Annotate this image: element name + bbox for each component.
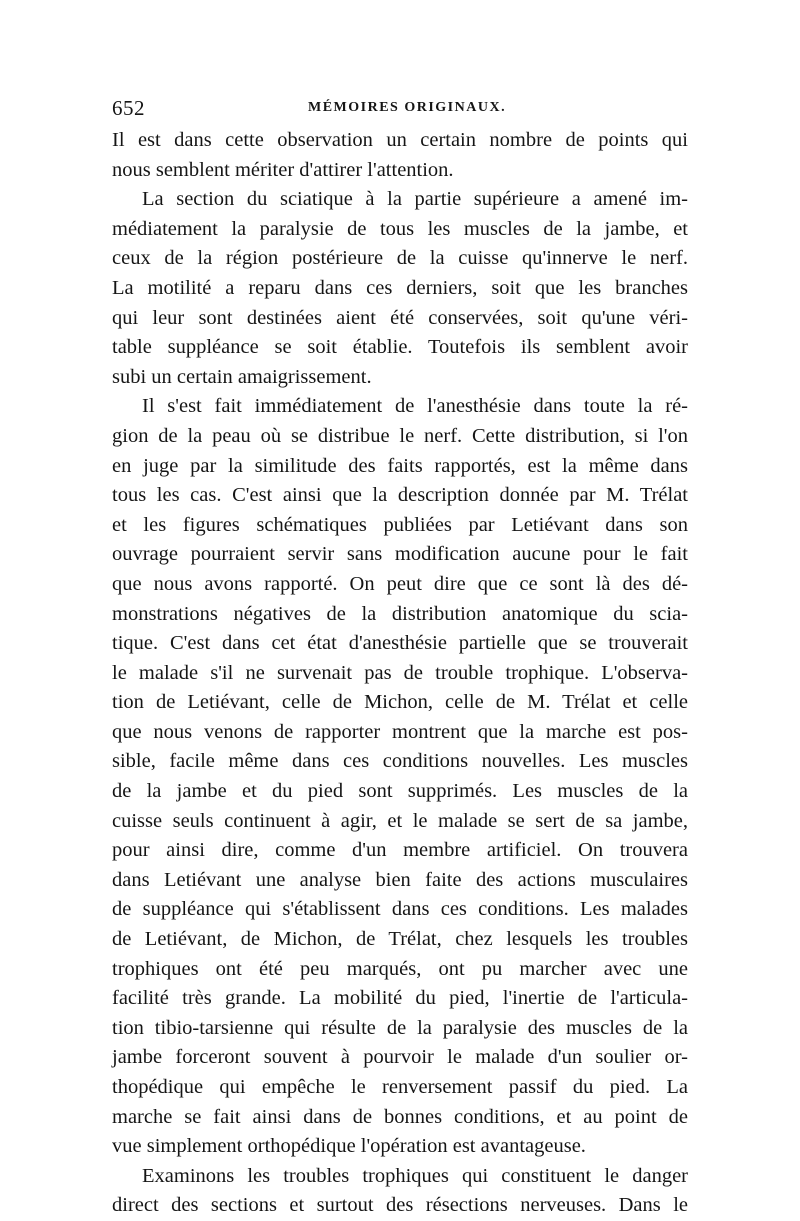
text-line: tous les cas. C'est ainsi que la description donnée par M. Trélat: [112, 484, 688, 507]
text-line: médiatement la paralysie de tous les muscles de la jambe, et: [112, 217, 688, 240]
text-line: jambe forceront souvent à pourvoir le malade d'un soulier or-: [112, 1046, 688, 1069]
text-line: ouvrage pourraient servir sans modification aucune pour le fait: [112, 543, 688, 566]
text-line: sible, facile même dans ces conditions nouvelles. Les muscles: [112, 750, 688, 773]
paragraph-start-line: La section du sciatique à la partie supérieure a amené im-: [142, 188, 688, 211]
text-line: de la jambe et du pied sont supprimés. Les muscles de la: [112, 780, 688, 803]
text-line: tique. C'est dans cet état d'anesthésie partielle que se trouverait: [112, 632, 688, 655]
paragraph-start-line: Il s'est fait immédiatement de l'anesthésie dans toute la ré-: [142, 395, 688, 418]
text-line: marche se fait ainsi dans de bonnes conditions, et au point de: [112, 1105, 688, 1128]
text-line: facilité très grande. La mobilité du pied, l'inertie de l'articula-: [112, 987, 688, 1010]
running-title: MÉMOIRES ORIGINAUX.: [308, 100, 507, 115]
text-line: le malade s'il ne survenait pas de trouble trophique. L'observa-: [112, 661, 688, 684]
text-line: de suppléance qui s'établissent dans ces conditions. Les malades: [112, 898, 688, 921]
text-line: monstrations négatives de la distribution anatomique du scia-: [112, 602, 688, 625]
text-line: ceux de la région postérieure de la cuisse qu'innerve le nerf.: [112, 247, 688, 270]
text-line: pour ainsi dire, comme d'un membre artificiel. On trouvera: [112, 839, 688, 862]
paragraph-start-line: Examinons les troubles trophiques qui constituent le danger: [142, 1164, 688, 1187]
text-line: vue simplement orthopédique l'opération est avantageuse.: [112, 1135, 586, 1158]
text-line: qui leur sont destinées aient été conservées, soit qu'une véri-: [112, 306, 688, 329]
text-line: trophiques ont été peu marqués, ont pu marcher avec une: [112, 957, 688, 980]
text-line: de Letiévant, de Michon, de Trélat, chez lesquels les troubles: [112, 928, 688, 951]
text-line: table suppléance se soit établie. Toutefois ils semblent avoir: [112, 336, 688, 359]
text-line: et les figures schématiques publiées par Letiévant dans son: [112, 513, 688, 536]
text-line: gion de la peau où se distribue le nerf. Cette distribution, si l'on: [112, 424, 688, 447]
text-line: en juge par la similitude des faits rapportés, est la même dans: [112, 454, 688, 477]
text-line: que nous avons rapporté. On peut dire que ce sont là des dé-: [112, 572, 688, 595]
body-text: [112, 126, 688, 1221]
text-line: que nous venons de rapporter montrent que la marche est pos-: [112, 720, 688, 743]
text-line: La motilité a reparu dans ces derniers, soit que les branches: [112, 276, 688, 299]
text-line: thopédique qui empêche le renversement passif du pied. La: [112, 1076, 688, 1098]
page-header: [112, 96, 688, 124]
text-line: cuisse seuls continuent à agir, et le malade se sert de sa jambe,: [112, 809, 688, 832]
page-number: 652: [112, 96, 145, 120]
text-line: subi un certain amaigrissement.: [112, 365, 372, 388]
text-line: tion de Letiévant, celle de Michon, celle de M. Trélat et celle: [112, 691, 688, 714]
text-line: Il est dans cette observation un certain nombre de points qui: [112, 129, 688, 151]
text-line: dans Letiévant une analyse bien faite des actions musculaires: [112, 868, 688, 891]
text-line: tion tibio-tarsienne qui résulte de la paralysie des muscles de la: [112, 1016, 688, 1039]
text-line: nous semblent mériter d'attirer l'attention.: [112, 158, 454, 181]
text-line: direct des sections et surtout des résections nerveuses. Dans le: [112, 1194, 688, 1217]
